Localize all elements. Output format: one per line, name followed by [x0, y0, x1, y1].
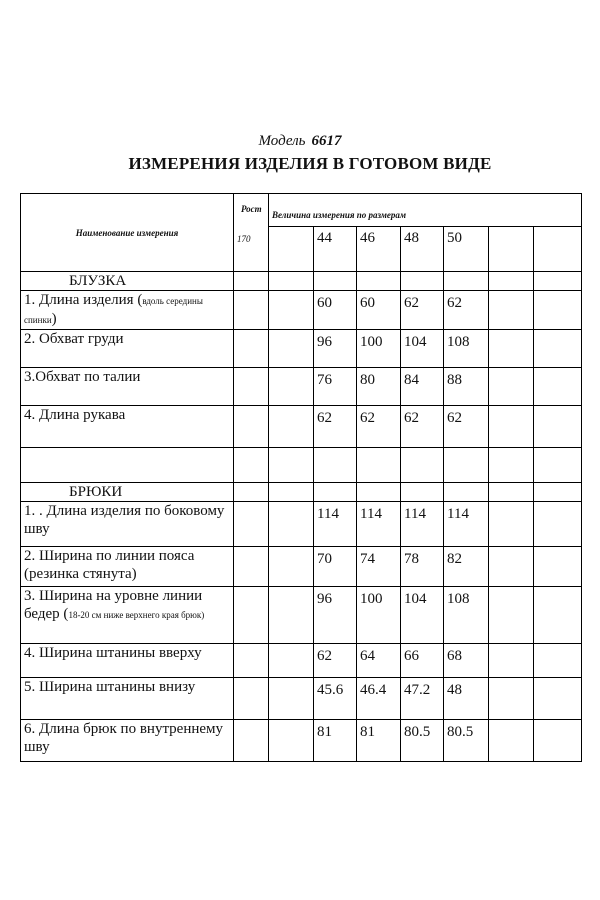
- size-50: 50: [444, 227, 489, 272]
- rost-label: Рост: [241, 204, 262, 214]
- page-title: ИЗМЕРЕНИЯ ИЗДЕЛИЯ В ГОТОВОМ ВИДЕ: [128, 154, 492, 173]
- row-label: 2. Обхват груди: [21, 330, 234, 368]
- table-row: 6. Длина брюк по внутреннему шву 81 81 80.5 80.5: [21, 720, 582, 762]
- name-header: Наименование измерения: [21, 194, 234, 272]
- row-label: 4. Длина рукава: [21, 406, 234, 448]
- table-row: 3.Обхват по талии 76 80 84 88: [21, 368, 582, 406]
- table-row: 1. Длина изделия (вдоль середины спинки) 60 60 62 62: [21, 291, 582, 330]
- row-label: 5. Ширина штанины внизу: [21, 678, 234, 720]
- row-label: 1. . Длина изделия по боковому шву: [21, 502, 234, 547]
- measurements-table: [20, 193, 582, 762]
- section-bluza: БЛУЗКА: [21, 272, 234, 291]
- section-row-bluza: [21, 272, 582, 291]
- rost-value: 170: [237, 234, 251, 244]
- header-row: [21, 194, 582, 227]
- table-row: 4. Ширина штанины вверху 62 64 66 68: [21, 644, 582, 678]
- row-label: 6. Длина брюк по внутреннему шву: [21, 720, 234, 762]
- empty-row: [21, 448, 582, 483]
- sizes-header: Величина измерения по размерам: [269, 194, 582, 227]
- model-number: 6617: [311, 133, 342, 149]
- table-row: 5. Ширина штанины внизу 45.6 46.4 47.2 48: [21, 678, 582, 720]
- row-label: 1. Длина изделия (вдоль середины спинки): [21, 291, 234, 330]
- row-label: 2. Ширина по линии пояса (резинка стянута): [21, 547, 234, 587]
- table-row: 4. Длина рукава 62 62 62 62: [21, 406, 582, 448]
- table-row: 2. Обхват груди 96 100 104 108: [21, 330, 582, 368]
- row-label: 4. Ширина штанины вверху: [21, 644, 234, 678]
- section-bryuki: БРЮКИ: [21, 483, 234, 502]
- table-row: 1. . Длина изделия по боковому шву 114 114 114 114: [21, 502, 582, 547]
- model-label: Модель: [258, 133, 306, 149]
- table-row: 2. Ширина по линии пояса (резинка стянута) 70 74 78 82: [21, 547, 582, 587]
- row-label: 3.Обхват по талии: [21, 368, 234, 406]
- rost-header: [234, 194, 269, 272]
- section-row-bryuki: [21, 483, 582, 502]
- row-label: 3. Ширина на уровне линии бедер (18-20 см ниже верхнего края брюк): [21, 587, 234, 644]
- row-note: 18-20 см ниже верхнего края брюк: [68, 610, 202, 620]
- table-row: 3. Ширина на уровне линии бедер (18-20 см ниже верхнего края брюк) 96 100 104 108: [21, 587, 582, 644]
- row-note: вдоль середины спинки: [24, 296, 203, 325]
- size-44: 44: [314, 227, 357, 272]
- size-46: 46: [357, 227, 401, 272]
- model-line: [0, 133, 600, 150]
- size-48: 48: [401, 227, 444, 272]
